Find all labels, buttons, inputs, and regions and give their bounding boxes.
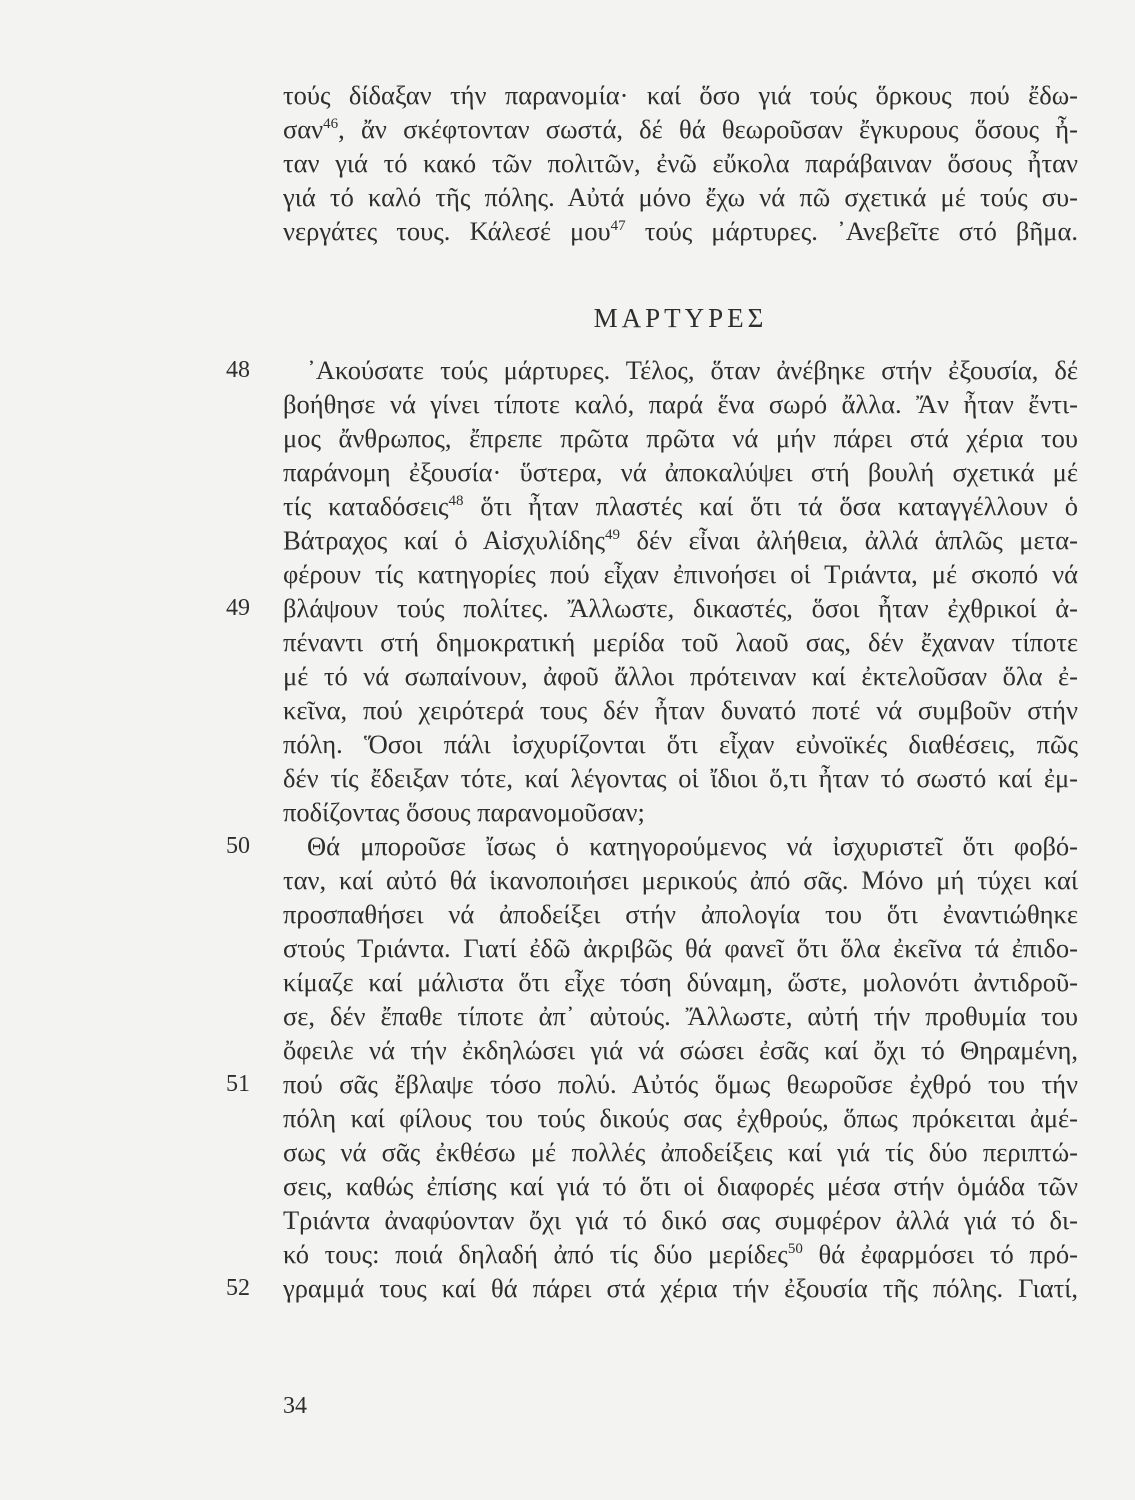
text-line: κίμαζε καί μάλιστα ὅτι εἶχε τόση δύναμη, ὥστε, μολονότι ἀντιδροῦ- — [283, 967, 1078, 997]
margin-number: 49 — [226, 595, 250, 621]
text-line: ᾿Ακούσατε τούς μάρτυρες. Τέλος, ὅταν ἀνέβηκε στήν ἐξουσία, δέ — [307, 355, 1078, 385]
text-line: κεῖνα, πού χειρότερά τους δέν ἦταν δυνατό ποτέ νά συμβοῦν στήν — [283, 695, 1078, 725]
paragraph-block-2 — [283, 353, 1078, 1305]
text-line: Θά μποροῦσε ἴσως ὁ κατηγορούμενος νά ἰσχυριστεῖ ὅτι φοβό- — [307, 831, 1078, 861]
page-number: 34 — [283, 1393, 307, 1419]
text-line: τούς δίδαξαν τήν παρανομία· καί ὅσο γιά τούς ὅρκους πού ἔδω- — [283, 80, 1078, 110]
text-line: φέρουν τίς κατηγορίες πού εἶχαν ἐπινοήσει οἱ Τριάντα, μέ σκοπό νά — [283, 559, 1078, 589]
margin-number: 51 — [226, 1071, 250, 1097]
text-line: σε, δέν ἔπαθε τίποτε ἀπ᾿ αὐτούς. Ἄλλωστε, αὐτή τήν προθυμία του — [283, 1001, 1078, 1031]
text-line: παράνομη ἐξουσία· ὕστερα, νά ἀποκαλύψει στή βουλή σχετικά μέ — [283, 457, 1078, 487]
text-line: ταν γιά τό κακό τῶν πολιτῶν, ἐνῶ εὔκολα παράβαιναν ὅσους ἦταν — [283, 148, 1078, 178]
text-line: προσπαθήσει νά ἀποδείξει στήν ἀπολογία του ὅτι ἐναντιώθηκε — [283, 899, 1078, 929]
text-line: σαν$^{46}$, ἄν σκέφτονταν σωστά, δέ θά θεωροῦσαν ἔγκυρους ὅσους ἦ- — [283, 114, 1078, 144]
text-line: σεις, καθώς ἐπίσης καί γιά τό ὅτι οἱ διαφορές μέσα στήν ὁμάδα τῶν — [283, 1171, 1078, 1201]
footnote-ref: 50 — [787, 1241, 803, 1257]
text-line: Τριάντα ἀναφύονταν ὄχι γιά τό δικό σας συμφέρον ἀλλά γιά τό δι- — [283, 1205, 1078, 1235]
text-line: πού σᾶς ἔβλαψε τόσο πολύ. Αὐτός ὅμως θεωροῦσε ἐχθρό του τήν — [283, 1069, 1078, 1099]
text-line: ποδίζοντας ὅσους παρανομοῦσαν; — [283, 797, 645, 827]
text-line: τίς καταδόσεις$^{48}$ ὅτι ἦταν πλαστές καί ὅτι τά ὅσα καταγγέλλουν ὁ — [283, 491, 1078, 521]
text-line: Βάτραχος καί ὁ Αἰσχυλίδης$^{49}$ δέν εἶναι ἀλήθεια, ἀλλά ἁπλῶς μετα- — [283, 525, 1078, 555]
text-line: δέν τίς ἔδειξαν τότε, καί λέγοντας οἱ ἴδιοι ὅ,τι ἦταν τό σωστό καί ἐμ- — [283, 763, 1078, 793]
text-line: κό τους: ποιά δηλαδή ἀπό τίς δύο μερίδες$^{50}$ θά ἐφαρμόσει τό πρό- — [283, 1239, 1079, 1269]
text-line: πόλη καί φίλους του τούς δικούς σας ἐχθρούς, ὅπως πρόκειται ἀμέ- — [283, 1103, 1078, 1133]
section-heading: ΜΑΡΤΥΡΕΣ — [593, 303, 768, 333]
text-line: νεργάτες τους. Κάλεσέ μου$^{47}$ τούς μάρτυρες. ᾿Ανεβεῖτε στό βῆμα. — [283, 216, 1078, 246]
text-line: στούς Τριάντα. Γιατί ἐδῶ ἀκριβῶς θά φανεῖ ὅτι ὅλα ἐκεῖνα τά ἐπιδο- — [283, 933, 1078, 963]
margin-number: 50 — [226, 833, 250, 859]
text-line: γιά τό καλό τῆς πόλης. Αὐτά μόνο ἔχω νά πῶ σχετικά μέ τούς συ- — [283, 182, 1078, 212]
margin-number: 52 — [226, 1275, 250, 1301]
text-line: πόλη. Ὅσοι πάλι ἰσχυρίζονται ὅτι εἶχαν εὐνοϊκές διαθέσεις, πῶς — [283, 729, 1078, 759]
text-line: ταν, καί αὐτό θά ἱκανοποιήσει μερικούς ἀπό σᾶς. Μόνο μή τύχει καί — [283, 865, 1078, 895]
text-line: βοήθησε νά γίνει τίποτε καλό, παρά ἕνα σωρό ἄλλα. Ἄν ἦταν ἔντι- — [283, 389, 1078, 419]
text-line: μέ τό νά σωπαίνουν, ἀφοῦ ἄλλοι πρότειναν καί ἐκτελοῦσαν ὅλα ἐ- — [283, 661, 1078, 691]
footnote-ref: 49 — [604, 527, 620, 543]
text-line: σως νά σᾶς ἐκθέσω μέ πολλές ἀποδείξεις καί γιά τίς δύο περιπτώ- — [283, 1137, 1078, 1167]
footnote-ref: 47 — [610, 218, 626, 234]
footnote-ref: 46 — [323, 116, 339, 132]
text-line: ὄφειλε νά τήν ἐκδηλώσει γιά νά σώσει ἐσᾶς καί ὄχι τό Θηραμένη, — [283, 1035, 1078, 1065]
text-line: μος ἄνθρωπος, ἔπρεπε πρῶτα πρῶτα νά μήν πάρει στά χέρια του — [283, 423, 1078, 453]
text-line: γραμμά τους καί θά πάρει στά χέρια τήν ἐξουσία τῆς πόλης. Γιατί, — [283, 1273, 1078, 1303]
text-line: βλάψουν τούς πολίτες. Ἄλλωστε, δικαστές, ὅσοι ἦταν ἐχθρικοί ἀ- — [283, 593, 1078, 623]
paragraph-block-1 — [283, 78, 1078, 248]
text-line: πέναντι στή δημοκρατική μερίδα τοῦ λαοῦ σας, δέν ἔχαναν τίποτε — [283, 627, 1078, 657]
margin-number: 48 — [226, 357, 250, 383]
footnote-ref: 48 — [448, 493, 464, 509]
